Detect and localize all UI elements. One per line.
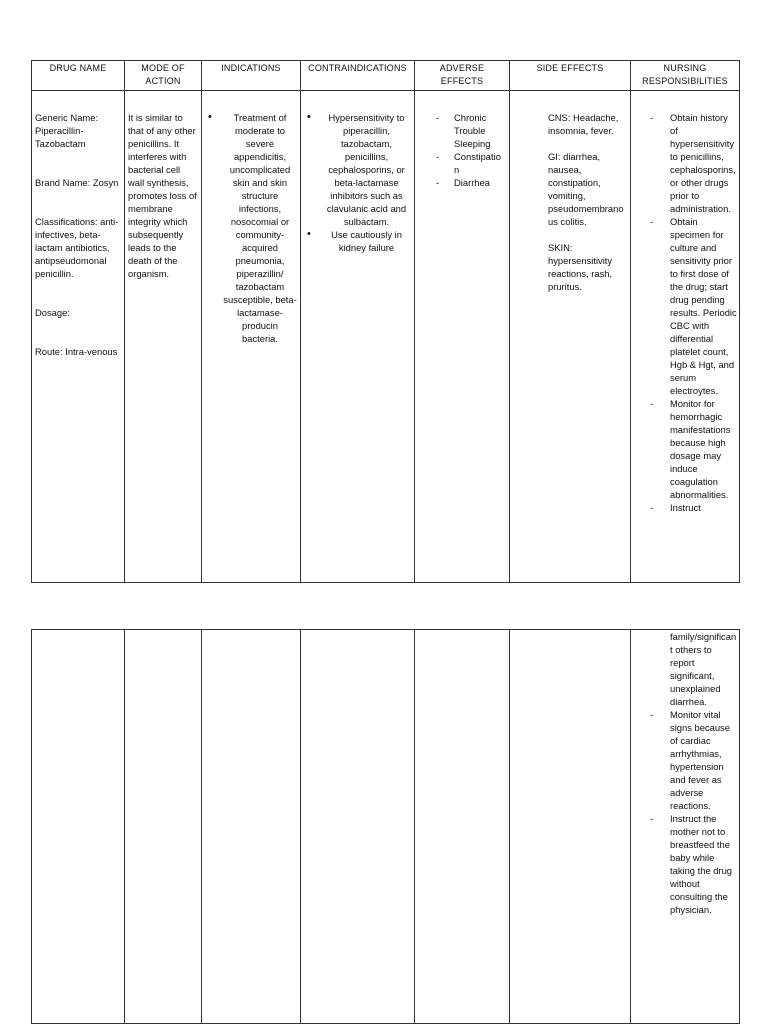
list-item: - Chronic Trouble Sleeping [436, 112, 491, 149]
header-nursing-responsibilities: NURSING RESPONSIBILITIES [631, 61, 740, 91]
contraindications-cell [301, 91, 415, 583]
table-header-row [32, 61, 740, 91]
dosage: Dosage: [35, 307, 70, 318]
list-item: - Instruct [650, 502, 701, 513]
list-item: • Hypersensitivity to piperacillin, tazobactam, penicillins, cephalosporins, or beta-lactamase inhibitors such as clavulanic acid and sulbactam. [307, 111, 407, 227]
nursing-list [634, 111, 737, 514]
brand-name: Brand Name: Zosyn [35, 177, 119, 188]
list-item: - Instruct the mother not to breastfeed the baby while taking the drug without consulting the physician. [650, 813, 733, 915]
header-contraindications: CONTRAINDICATIONS [301, 61, 415, 91]
nursing-continuation: family/significant others to report significant, unexplained diarrhea. [670, 631, 737, 707]
mode-of-action-cell-cont [125, 630, 202, 1024]
side-effects-skin: SKIN: hypersensitivity reactions, rash, pruritus. [548, 242, 613, 292]
indications-cell [202, 91, 301, 583]
side-effects-cell [510, 91, 631, 583]
route: Route: Intra-venous [35, 346, 118, 357]
drug-name-cell-cont [32, 630, 125, 1024]
dash-icon: - [436, 151, 440, 162]
dash-icon: - [650, 502, 654, 513]
dash-icon: - [436, 177, 440, 188]
list-item: - Monitor vital signs because of cardiac arrhythmias, hypertension and fever as adverse reactions. [650, 709, 730, 811]
list-item: • Use cautiously in kidney failure [307, 228, 402, 253]
bullet-icon: • [307, 228, 311, 240]
mode-of-action-text: It is similar to that of any other penicillins. It interferes with bacterial cell wall synthesis, promotes loss of membrane integrity which subsequently leads to the death of the organism. [128, 112, 197, 279]
list-item: - Obtain specimen for culture and sensitivity prior to first dose of the drug; start drug pending results. Periodic CBC with differential platelet count, Hgb & Hgt, and serum electroytes. [650, 216, 737, 396]
adverse-effects-list [418, 111, 506, 189]
list-item: - Diarrhea [436, 177, 490, 188]
drug-name-cell [32, 91, 125, 583]
contraindications-list [304, 111, 411, 254]
adverse-effects-cell-cont [415, 630, 510, 1024]
nursing-cell-cont [631, 630, 740, 1024]
dash-icon: - [650, 813, 654, 824]
dash-icon: - [650, 216, 654, 227]
dash-icon: - [436, 112, 440, 123]
side-effects-cell-cont [510, 630, 631, 1024]
list-item: • Treatment of moderate to severe appendicitis, uncomplicated skin and skin structure infections, nosocomial or community-acquired pneumonia, piperazillin/ tazobactam susceptible, beta-lactamase-producin bacteria. [208, 111, 297, 344]
nursing-list-cont [634, 708, 737, 916]
bullet-icon: • [208, 111, 212, 123]
side-effects-gi: GI: diarrhea, nausea, constipation, vomiting, pseudomembranous colitis. [548, 151, 624, 227]
indications-cell-cont [202, 630, 301, 1024]
bullet-icon: • [307, 111, 311, 123]
adverse-effects-cell [415, 91, 510, 583]
header-adverse-effects: ADVERSE EFFECTS [415, 61, 510, 91]
table-row [32, 91, 740, 583]
header-drug-name: DRUG NAME [32, 61, 125, 91]
header-mode-of-action: MODE OF ACTION [125, 61, 202, 91]
dash-icon: - [650, 709, 654, 720]
mode-of-action-cell [125, 91, 202, 583]
dash-icon: - [650, 398, 654, 409]
side-effects-cns: CNS: Headache, insomnia, fever. [548, 112, 619, 136]
header-indications: INDICATIONS [202, 61, 301, 91]
generic-name: Generic Name: Piperacillin-Tazobactam [35, 112, 99, 149]
header-side-effects: SIDE EFFECTS [510, 61, 631, 91]
list-item: - Obtain history of hypersensitivity to penicillins, cephalosporins, or other drugs prior to administration. [650, 112, 736, 214]
indications-list [205, 111, 297, 345]
classifications: Classifications: anti-infectives, beta-lactam antibiotics, antipseudomonal penicillin. [35, 216, 119, 279]
drug-table-page-2 [31, 629, 740, 1024]
nursing-cell [631, 91, 740, 583]
dash-icon: - [650, 112, 654, 123]
list-item: - Constipation [436, 151, 501, 175]
list-item: - Monitor for hemorrhagic manifestations because high dosage may induce coagulation abnormalities. [650, 398, 731, 500]
table-row [32, 630, 740, 1024]
drug-table-page-1 [31, 60, 740, 583]
contraindications-cell-cont [301, 630, 415, 1024]
